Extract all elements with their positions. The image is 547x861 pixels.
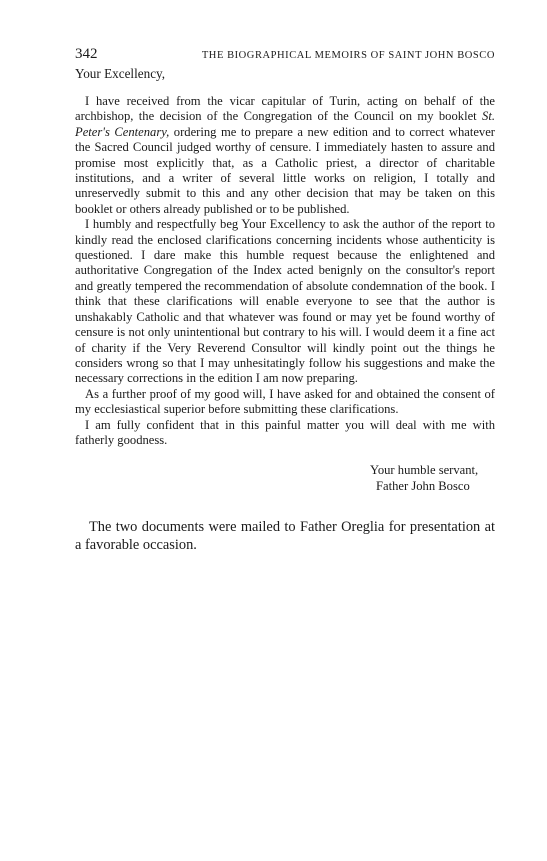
book-page — [75, 46, 495, 555]
running-head: THE BIOGRAPHICAL MEMOIRS OF SAINT JOHN BOSCO — [201, 50, 495, 61]
booklet-title: St. Peter's Centenary, — [75, 109, 495, 139]
letter-paragraph-1 — [75, 94, 495, 217]
page-number: 342 — [75, 46, 98, 62]
letter-paragraph-4: I am fully confident that in this painful matter you will deal with me with fatherly goodness. — [75, 417, 495, 447]
letter-body — [75, 94, 495, 448]
page-header — [75, 46, 495, 66]
letter-paragraph-3: As a further proof of my good will, I have asked for and obtained the consent of my ecclesiastical superior before submitting these clarifications. — [75, 386, 495, 417]
letter-closing — [370, 462, 495, 494]
narrative-paragraph: The two documents were mailed to Father Oreglia for presentation at a favorable occasion. — [75, 519, 495, 553]
letter-paragraph-2: I humbly and respectfully beg Your Excellency to ask the author of the report to kindly read the enclosed clarifications concerning incidents whose authenticity is questioned. I dare make this humble request because the enlightened and authoritative Congregation of the Index acted benignly on the consultor's report and greatly tempered the recommendation of absolute condemnation of the book. I think that these clarifications will enable everyone to see that the author is unshakably Catholic and that whatever was found or may yet be found worthy of censure is not only unintentional but contrary to his will. I would deem it a fine act of charity if the Very Reverend Consultor will kindly point out the things he considers wrong so that I may unhesitatingly follow his suggestions and make the necessary corrections in the edition I am now preparing. — [75, 217, 495, 386]
paragraph-1-text-b: ordering me to prepare a new edition and to correct whatever the Sacred Council judged worthy of censure. I immediately hasten to assure and promise most explicitly that, as a Catholic priest, a director of charitable institutions, and a writer of several little works on religion, I totally and unreservedly submit to this and any other decision that may be taken on this booklet or others already published or to be published. — [75, 124, 495, 216]
signature: Father John Bosco — [376, 479, 470, 494]
closing-line: Your humble servant, — [370, 463, 479, 478]
paragraph-1-text-a: I have received from the vicar capitular of Turin, acting on behalf of the archbishop, the decision of the Congregation of the Council on my booklet — [75, 94, 495, 124]
letter-salutation: Your Excellency, — [75, 66, 166, 81]
